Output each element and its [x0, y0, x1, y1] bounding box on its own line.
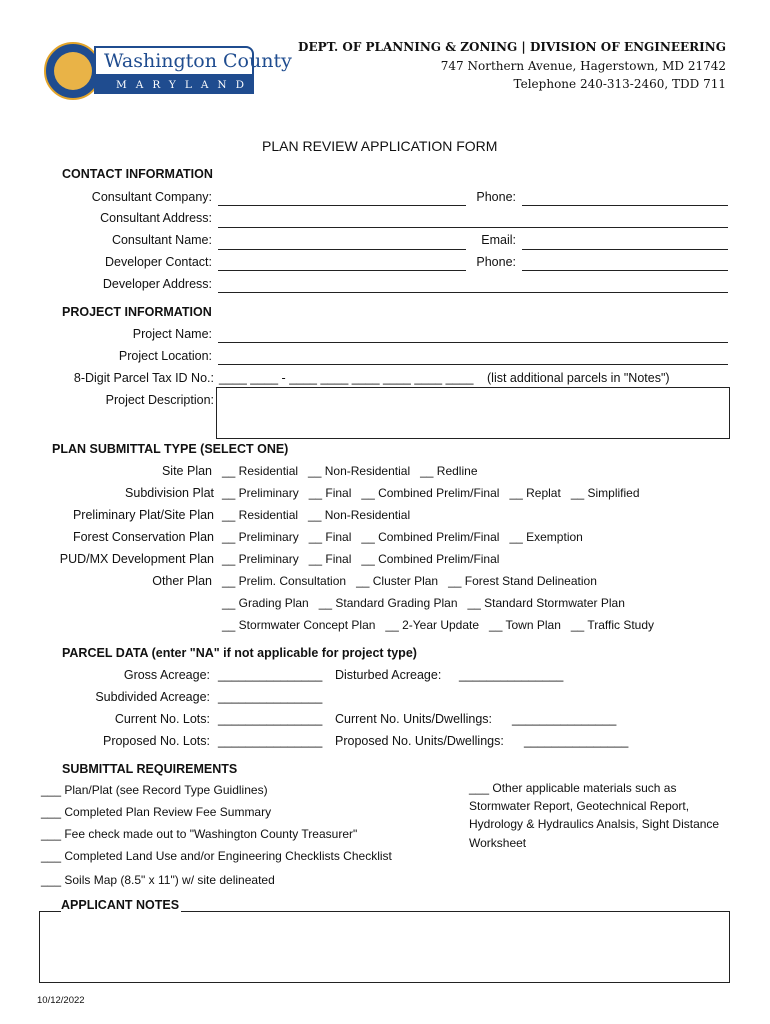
- consultant-name-field[interactable]: [218, 249, 466, 250]
- current-lots-label: Current No. Lots:: [114, 712, 210, 726]
- current-units-label: Current No. Units/Dwellings:: [335, 712, 492, 726]
- prelim-plat-site-plan-label: Preliminary Plat/Site Plan: [72, 508, 214, 522]
- other-plan-options-3[interactable]: __ Stormwater Concept Plan __ 2-Year Update __ Town Plan __ Traffic Study: [222, 618, 655, 632]
- notes-heading: APPLICANT NOTES: [61, 898, 180, 912]
- requirement-item[interactable]: ___ Soils Map (8.5" x 11") w/ site delineated: [41, 873, 275, 887]
- consultant-company-field[interactable]: [218, 205, 466, 206]
- proposed-units-label: Proposed No. Units/Dwellings:: [335, 734, 504, 748]
- site-plan-options[interactable]: __ Residential __ Non-Residential __ Redline: [222, 464, 478, 478]
- phone-label: Phone:: [476, 190, 516, 204]
- requirement-item[interactable]: ___ Completed Plan Review Fee Summary: [41, 805, 272, 819]
- disturbed-acreage-label: Disturbed Acreage:: [335, 668, 442, 682]
- other-materials-text: Hydrology & Hydraulics Analsis, Sight Distance: [469, 817, 720, 831]
- gross-acreage-label: Gross Acreage:: [123, 668, 210, 682]
- parcel-id-field[interactable]: ____ ____ - ____ ____ ____ ____ ____ ____: [219, 371, 474, 385]
- consultant-address-field[interactable]: [218, 227, 728, 228]
- forest-conservation-plan-label: Forest Conservation Plan: [72, 530, 214, 544]
- developer-contact-field[interactable]: [218, 270, 466, 271]
- developer-contact-label: Developer Contact:: [104, 255, 212, 269]
- site-plan-label: Site Plan: [161, 464, 212, 478]
- subdivision-plat-label: Subdivision Plat: [125, 486, 214, 500]
- requirement-item[interactable]: ___ Plan/Plat (see Record Type Guidlines): [41, 783, 268, 797]
- form-date: 10/12/2022: [37, 995, 85, 1006]
- consultant-address-label: Consultant Address:: [100, 211, 212, 225]
- parcel-id-label: 8-Digit Parcel Tax ID No.:: [73, 371, 214, 385]
- developer-address-label: Developer Address:: [102, 277, 212, 291]
- project-location-label: Project Location:: [118, 349, 212, 363]
- requirement-item[interactable]: ___ Completed Land Use and/or Engineering Checklists Checklist: [41, 849, 392, 863]
- other-materials-text: Worksheet: [469, 836, 527, 850]
- forest-conservation-plan-options[interactable]: __ Preliminary __ Final __ Combined Prelim/Final __ Exemption: [222, 530, 583, 544]
- parcel-heading: PARCEL DATA (enter "NA" if not applicable for project type): [62, 646, 417, 660]
- pud-mx-development-plan-label: PUD/MX Development Plan: [59, 552, 214, 566]
- subdivided-acreage-field[interactable]: _______________: [218, 690, 323, 704]
- applicant-notes-field[interactable]: [39, 911, 730, 983]
- phone-field[interactable]: [522, 205, 728, 206]
- disturbed-acreage-field[interactable]: _______________: [459, 668, 564, 682]
- proposed-lots-field[interactable]: _______________: [218, 734, 323, 748]
- email-label: Email:: [481, 233, 516, 247]
- prelim-plat-site-plan-options[interactable]: __ Residential __ Non-Residential: [222, 508, 411, 522]
- dept-address: 747 Northern Avenue, Hagerstown, MD 21742: [440, 59, 726, 73]
- email-field[interactable]: [522, 249, 728, 250]
- subdivided-acreage-label: Subdivided Acreage:: [95, 690, 210, 704]
- project-location-field[interactable]: [218, 364, 728, 365]
- proposed-lots-label: Proposed No. Lots:: [102, 734, 210, 748]
- logo-state: MARYLAND: [94, 76, 254, 94]
- subdivision-plat-options[interactable]: __ Preliminary __ Final __ Combined Prelim/Final __ Replat __ Simplified: [222, 486, 640, 500]
- gross-acreage-field[interactable]: _______________: [218, 668, 323, 682]
- current-units-field[interactable]: _______________: [512, 712, 617, 726]
- pud-mx-development-plan-options[interactable]: __ Preliminary __ Final __ Combined Prelim/Final: [222, 552, 500, 566]
- developer-phone-field[interactable]: [522, 270, 728, 271]
- project-heading: PROJECT INFORMATION: [62, 305, 212, 319]
- dept-header: DEPT. OF PLANNING & ZONING | DIVISION OF ENGINEERING: [298, 40, 726, 54]
- other-plan-label: Other Plan: [152, 574, 212, 588]
- current-lots-field[interactable]: _______________: [218, 712, 323, 726]
- other-materials-item[interactable]: ___ Other applicable materials such as: [469, 781, 677, 795]
- developer-address-field[interactable]: [218, 292, 728, 293]
- proposed-units-field[interactable]: _______________: [524, 734, 629, 748]
- contact-heading: CONTACT INFORMATION: [62, 167, 213, 181]
- other-plan-options[interactable]: __ Prelim. Consultation __ Cluster Plan __ Forest Stand Delineation: [222, 574, 597, 588]
- logo-name: Washington County: [94, 46, 254, 76]
- county-logo: [44, 40, 292, 102]
- project-name-field[interactable]: [218, 342, 728, 343]
- requirement-item[interactable]: ___ Fee check made out to "Washington County Treasurer": [41, 827, 358, 841]
- project-description-field[interactable]: [216, 387, 730, 439]
- consultant-name-label: Consultant Name:: [111, 233, 212, 247]
- form-title: PLAN REVIEW APPLICATION FORM: [262, 138, 498, 154]
- requirements-heading: SUBMITTAL REQUIREMENTS: [62, 762, 238, 776]
- project-description-label: Project Description:: [105, 393, 214, 407]
- project-name-label: Project Name:: [132, 327, 212, 341]
- other-plan-options-2[interactable]: __ Grading Plan __ Standard Grading Plan __ Standard Stormwater Plan: [222, 596, 625, 610]
- developer-phone-label: Phone:: [476, 255, 516, 269]
- other-materials-text: Stormwater Report, Geotechnical Report,: [469, 799, 690, 813]
- dept-phone: Telephone 240-313-2460, TDD 711: [513, 77, 726, 91]
- parcel-note: (list additional parcels in "Notes"): [487, 371, 670, 385]
- consultant-company-label: Consultant Company:: [91, 190, 212, 204]
- submittal-heading: PLAN SUBMITTAL TYPE (SELECT ONE): [52, 442, 289, 456]
